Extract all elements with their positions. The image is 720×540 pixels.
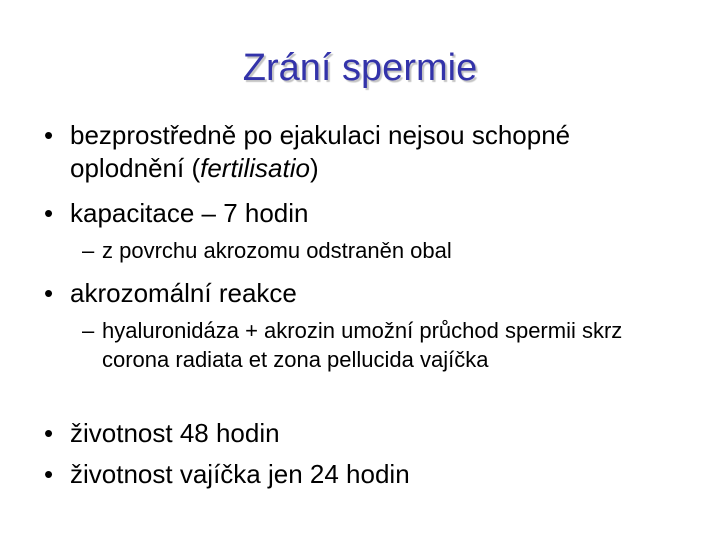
bullet-text-italic: fertilisatio — [200, 153, 310, 183]
dash-marker: – — [82, 238, 95, 263]
bullet-text-before: bezprostředně po ejakulaci nejsou schopné oplodnění ( — [70, 120, 571, 183]
bullet-marker: • — [44, 120, 54, 150]
bullet-text: akrozomální reakce — [70, 278, 297, 308]
sub-bullet-item — [82, 236, 682, 265]
bullet-item — [44, 277, 684, 310]
bullet-text — [70, 119, 684, 185]
bullet-marker: • — [44, 278, 54, 308]
bullet-item — [44, 119, 684, 185]
bullet-text: životnost 48 hodin — [70, 418, 280, 448]
bullet-text-after: ) — [309, 153, 319, 183]
slide-title: Zrání spermie — [242, 47, 478, 89]
sub-bullet-text: z povrchu akrozomu odstraněn obal — [102, 238, 452, 263]
bullet-marker: • — [44, 418, 54, 448]
bullet-item — [44, 458, 684, 491]
bullet-item — [44, 197, 684, 230]
bullet-marker: • — [44, 198, 54, 228]
bullet-text: životnost vajíčka jen 24 hodin — [70, 459, 410, 489]
bullet-marker: • — [44, 459, 54, 489]
bullet-text: kapacitace – 7 hodin — [70, 198, 309, 228]
dash-marker: – — [82, 318, 95, 343]
sub-bullet-item — [82, 316, 682, 374]
sub-bullet-text: hyaluronidáza + akrozin umožní průchod spermii skrz corona radiata et zona pellucida vajíčka — [102, 318, 623, 372]
bullet-item — [44, 417, 684, 450]
